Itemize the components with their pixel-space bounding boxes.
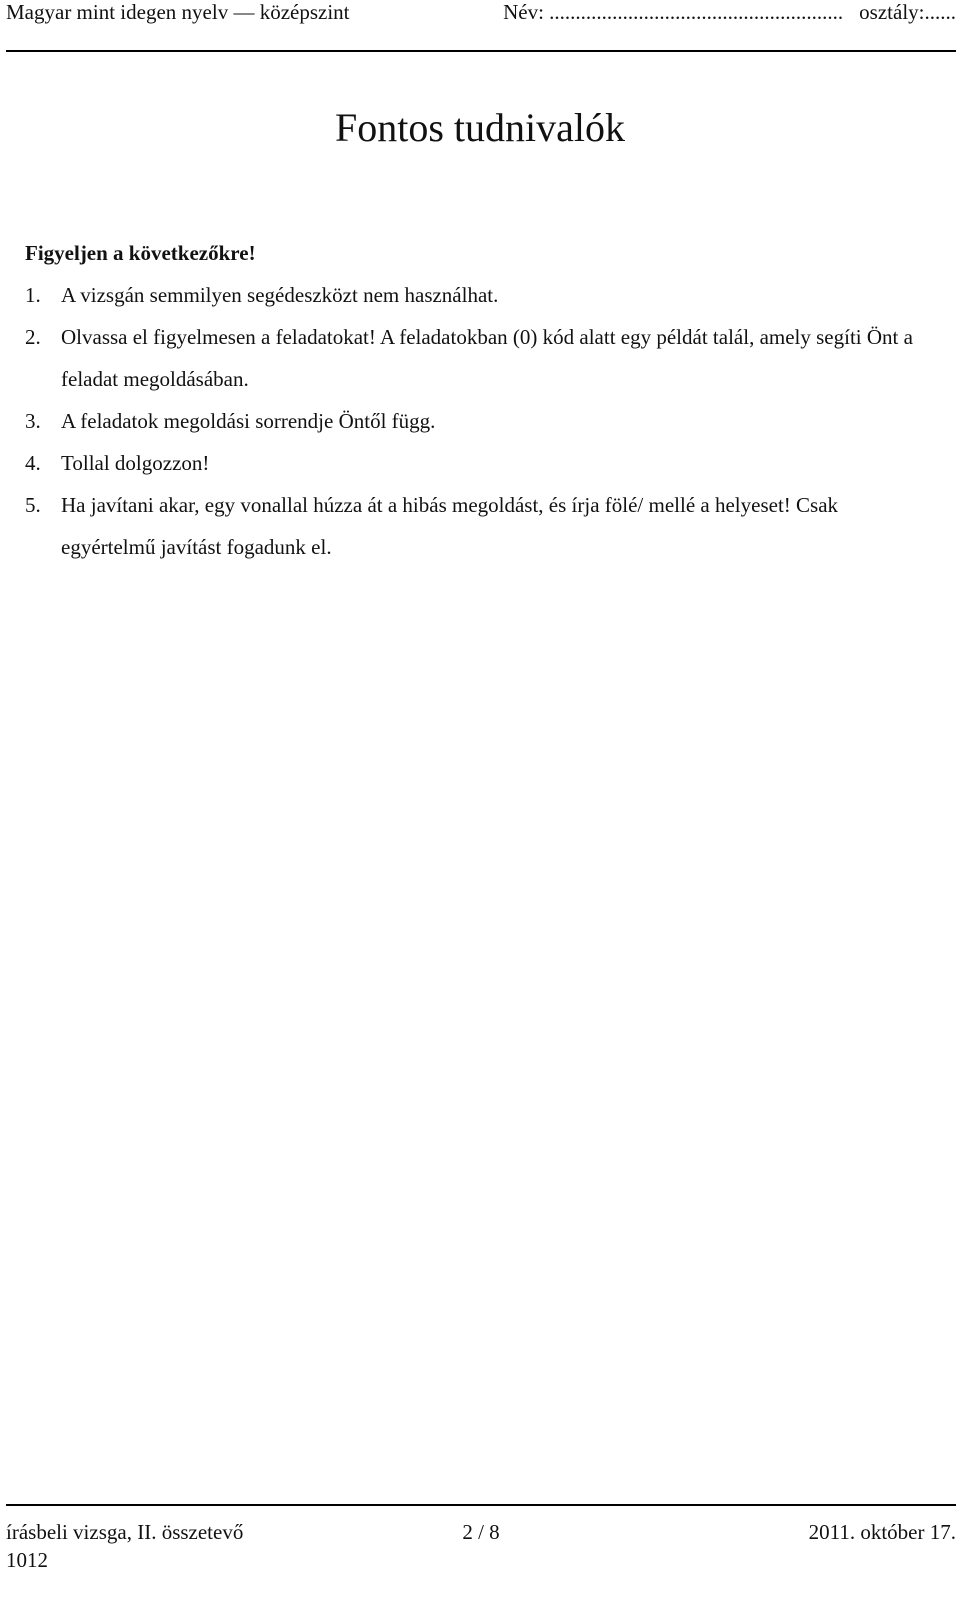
list-item-number: 5. — [25, 493, 41, 517]
instructions-list — [25, 274, 925, 568]
instructions-lead: Figyeljen a következőkre! — [25, 241, 256, 265]
list-item-number: 2. — [25, 325, 41, 349]
list-item-text: A feladatok megoldási sorrendje Öntől függ. — [61, 409, 436, 433]
page-number: 2 / 8 — [462, 1520, 500, 1544]
footer-divider — [6, 1504, 956, 1506]
list-item-text: Ha javítani akar, egy vonallal húzza át a hibás megoldást, és írja fölé/ mellé a helyeset! Csak egyértelmű javítást fogadunk el. — [61, 493, 839, 559]
page-header — [6, 0, 956, 52]
footer-code: 1012 — [6, 1548, 48, 1572]
list-item — [25, 316, 925, 400]
list-item — [25, 400, 925, 442]
instructions-section — [25, 232, 925, 568]
list-item — [25, 484, 925, 568]
list-item-text: Tollal dolgozzon! — [61, 451, 210, 475]
list-item-number: 3. — [25, 409, 41, 433]
header-exam-title: Magyar mint idegen nyelv — középszint — [6, 0, 350, 24]
list-item — [25, 274, 925, 316]
header-divider — [6, 50, 956, 52]
list-item — [25, 442, 925, 484]
list-item-text: A vizsgán semmilyen segédeszközt nem használhat. — [61, 283, 499, 307]
class-field: osztály:...... — [859, 0, 956, 24]
name-field: Név: ........................................................ — [503, 0, 844, 24]
footer-exam-part: írásbeli vizsga, II. összetevő — [6, 1520, 244, 1544]
page-title: Fontos tudnivalók — [334, 105, 626, 150]
header-student-fields — [503, 0, 956, 24]
list-item-text: Olvassa el figyelmesen a feladatokat! A feladatokban (0) kód alatt egy példát talál, amely segíti Önt a feladat megoldásában. — [61, 325, 913, 391]
list-item-number: 4. — [25, 451, 41, 475]
list-item-number: 1. — [25, 283, 41, 307]
footer-date: 2011. október 17. — [808, 1520, 956, 1544]
